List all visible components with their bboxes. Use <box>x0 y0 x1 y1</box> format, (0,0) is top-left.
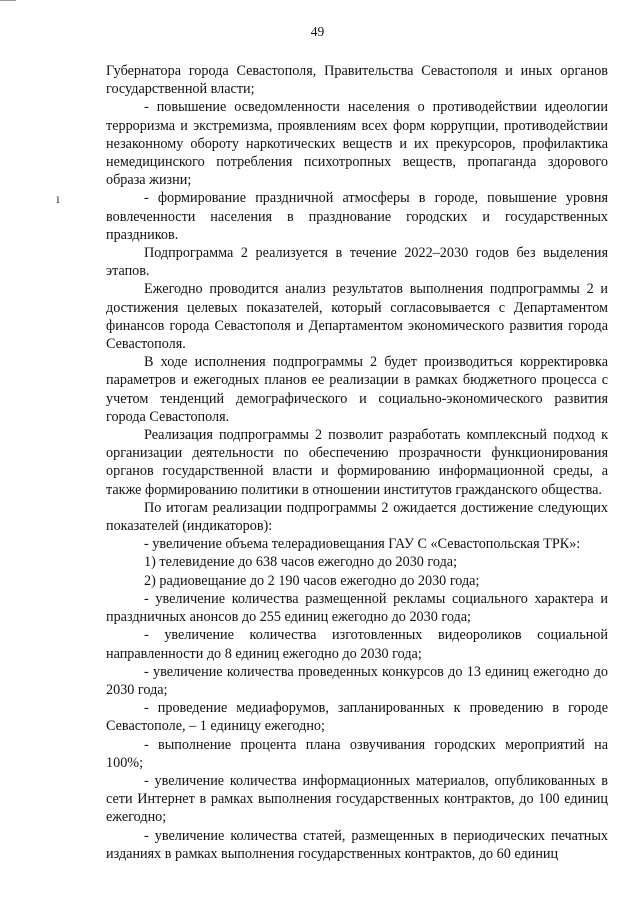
paragraph-7: Реализация подпрограммы 2 позволит разработать комплексный подход к организации деятельности по обеспечению прозрачности функционирования органов государственной власти и формированию информационной среды, а также формированию политики в отношении институтов гражданского общества. <box>106 427 608 498</box>
scan-corner-mark <box>0 0 16 4</box>
indicator-internet-materials: - увеличение количества информационных материалов, опубликованных в сети Интернет в рамках выполнения государственных контрактов, до 100 единиц ежегодно; <box>106 772 608 826</box>
indicator-contests: - увеличение количества проведенных конкурсов до 13 единиц ежегодно до 2030 года; <box>106 663 608 698</box>
paragraph-6: В ходе исполнения подпрограммы 2 будет производиться корректировка параметров и ежегодных планов ее реализации в рамках бюджетного процесса с учетом тенденций демографического и социально-экономического развития города Севастополя. <box>106 354 608 425</box>
paragraph-8: По итогам реализации подпрограммы 2 ожидается достижение следующих показателей (индикаторов): <box>106 499 608 535</box>
paragraph-4: Подпрограмма 2 реализуется в течение 2022–2030 годов без выделения этапов. <box>106 245 608 280</box>
indicator-voiceover: - выполнение процента плана озвучивания городских мероприятий на 100%; <box>106 736 608 771</box>
paragraph-2: - повышение осведомленности населения о противодействии идеологии терроризма и экстремизма, проявлениям всех форм коррупции, противодействии незаконному обороту наркотических веществ и их прекурсоров, профилактика немедицинского потребления психотропных веществ, пропаганда здорового образа жизни; <box>106 99 608 189</box>
document-body <box>106 62 608 863</box>
indicator-television: 1) телевидение до 638 часов ежегодно до 2030 года; <box>144 554 458 571</box>
indicator-social-ads: - увеличение количества размещенной рекламы социального характера и праздничных анонсов до 255 единиц ежегодно до 2030 года; <box>106 590 608 626</box>
paragraph-5: Ежегодно проводится анализ результатов выполнения подпрограммы 2 и достижения целевых показателей, который согласовывается с Департаментом финансов города Севастополя и Департаментом экономического развития города Севастополя. <box>106 281 608 353</box>
indicator-broadcast-volume: - увеличение объема телерадиовещания ГАУ С «Севастопольская ТРК»: <box>144 536 581 553</box>
indicator-print-articles: - увеличение количества статей, размещенных в периодических печатных изданиях в рамках выполнения государственных контрактов, до 60 единиц <box>106 827 608 862</box>
indicator-mediaforums: - проведение медиафорумов, запланированных к проведению в городе Севастополе, – 1 единицу ежегодно; <box>106 700 608 735</box>
indicator-radio: 2) радиовещание до 2 190 часов ежегодно до 2030 года; <box>144 572 480 589</box>
paragraph-3: - формирование праздничной атмосферы в городе, повышение уровня вовлеченности населения в празднование городских и государственных праздников. <box>106 190 608 243</box>
margin-mark: ı <box>56 192 60 207</box>
indicator-videos: - увеличение количества изготовленных видеороликов социальной направленности до 8 единиц ежегодно до 2030 года; <box>106 627 608 662</box>
page-number: 49 <box>310 24 325 39</box>
paragraph-1: Губернатора города Севастополя, Правительства Севастополя и иных органов государственной власти; <box>106 63 608 98</box>
